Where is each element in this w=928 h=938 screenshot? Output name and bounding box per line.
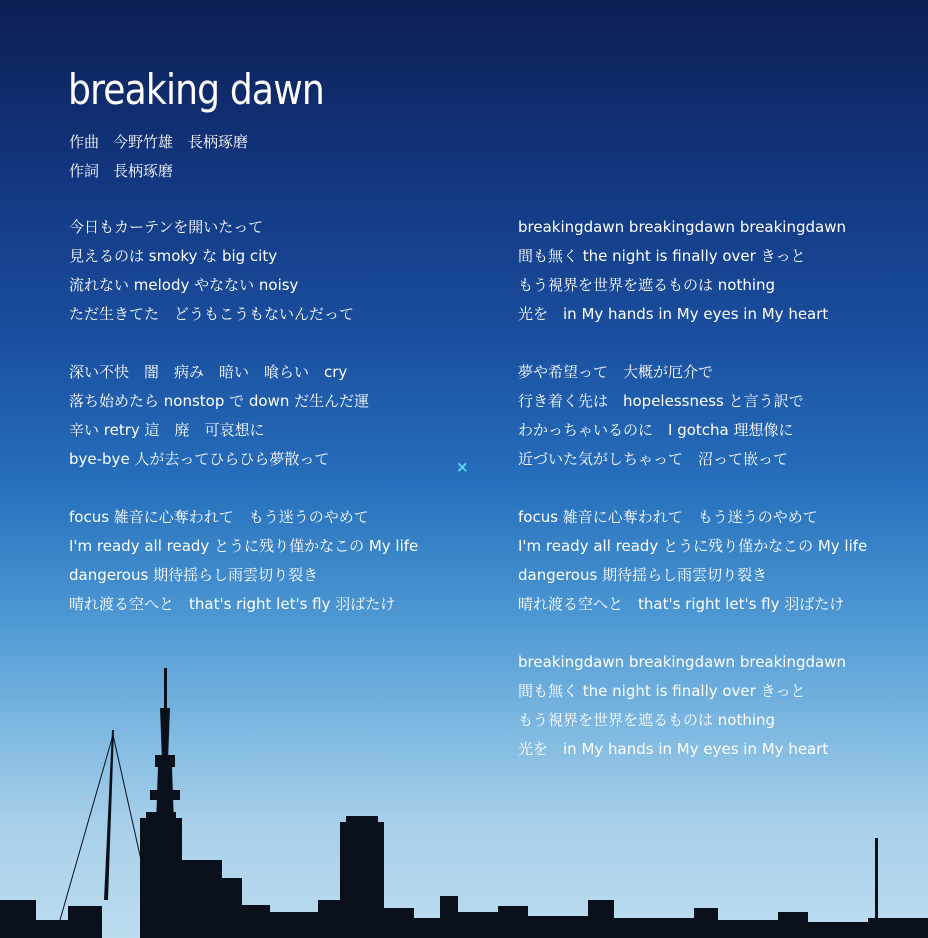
lyric-line: 落ち始めたら nonstop で down だ生んだ運 — [69, 392, 370, 410]
page-title: breaking dawn — [68, 65, 324, 114]
lyric-line: もう視界を世界を遮るものは nothing — [518, 276, 776, 294]
lyric-line: ただ生きてた どうもこうもないんだって — [69, 305, 355, 323]
lyric-line: 今日もカーテンを開いたって — [69, 218, 264, 236]
lyric-line: dangerous 期待揺らし雨雲切り裂き — [518, 566, 768, 584]
lyrics-stanza — [518, 358, 867, 474]
lyric-line: breakingdawn breakingdawn breakingdawn — [518, 653, 846, 671]
composer-credit — [69, 128, 262, 157]
lyricist-names: 長柄琢磨 — [113, 162, 174, 180]
lyric-line: もう視界を世界を遮るものは nothing — [518, 711, 776, 729]
lyric-line: breakingdawn breakingdawn breakingdawn — [518, 218, 846, 236]
lyric-line: dangerous 期待揺らし雨雲切り裂き — [69, 566, 319, 584]
lyric-line: 行き着く先は hopelessness と言う訳で — [518, 392, 804, 410]
lyrics-stanza — [69, 358, 418, 474]
lyrics-stanza — [518, 648, 867, 764]
lyrics-stanza — [69, 503, 418, 619]
lyric-line: 深い不快 闇 病み 暗い 喰らい cry — [69, 363, 348, 381]
lyric-line: bye-bye 人が去ってひらひら夢散って — [69, 450, 330, 468]
lyrics-right-column — [518, 213, 867, 793]
composer-names: 今野竹雄 長柄琢磨 — [113, 133, 249, 151]
lyric-line: focus 雑音に心奪われて もう迷うのやめて — [518, 508, 818, 526]
lyric-line: 間も無く the night is finally over きっと — [518, 682, 806, 700]
lyric-line: 近づいた気がしちゃって 沼って嵌って — [518, 450, 789, 468]
lyric-line: I'm ready all ready とうに残り僅かなこの My life — [69, 537, 419, 555]
lyric-line: わかっちゃいるのに I gotcha 理想像に — [518, 421, 794, 439]
lyric-line: 晴れ渡る空へと that's right let's fly 羽ばたけ — [69, 595, 396, 613]
composer-label: 作曲 — [69, 133, 100, 151]
lyricist-label: 作詞 — [69, 162, 100, 180]
song-credits — [69, 128, 262, 186]
lyricist-credit — [69, 157, 262, 186]
lyric-line: 間も無く the night is finally over きっと — [518, 247, 806, 265]
lyrics-stanza — [69, 213, 418, 329]
lyric-line: focus 雑音に心奪われて もう迷うのやめて — [69, 508, 369, 526]
lyric-line: 光を in My hands in My eyes in My heart — [518, 305, 829, 323]
lyric-line: 辛い retry 這 廃 可哀想に — [69, 421, 265, 439]
lyric-line: 光を in My hands in My eyes in My heart — [518, 740, 829, 758]
lyrics-left-column — [69, 213, 418, 648]
lyrics-stanza — [518, 213, 867, 329]
lyric-line: 夢や希望って 大概が厄介で — [518, 363, 714, 381]
cross-marker-icon: × — [456, 458, 469, 476]
lyric-line: 晴れ渡る空へと that's right let's fly 羽ばたけ — [518, 595, 845, 613]
lyric-line: 見えるのは smoky な big city — [69, 247, 278, 265]
lyric-line: 流れない melody やなない noisy — [69, 276, 299, 294]
lyrics-stanza — [518, 503, 867, 619]
lyric-line: I'm ready all ready とうに残り僅かなこの My life — [518, 537, 868, 555]
